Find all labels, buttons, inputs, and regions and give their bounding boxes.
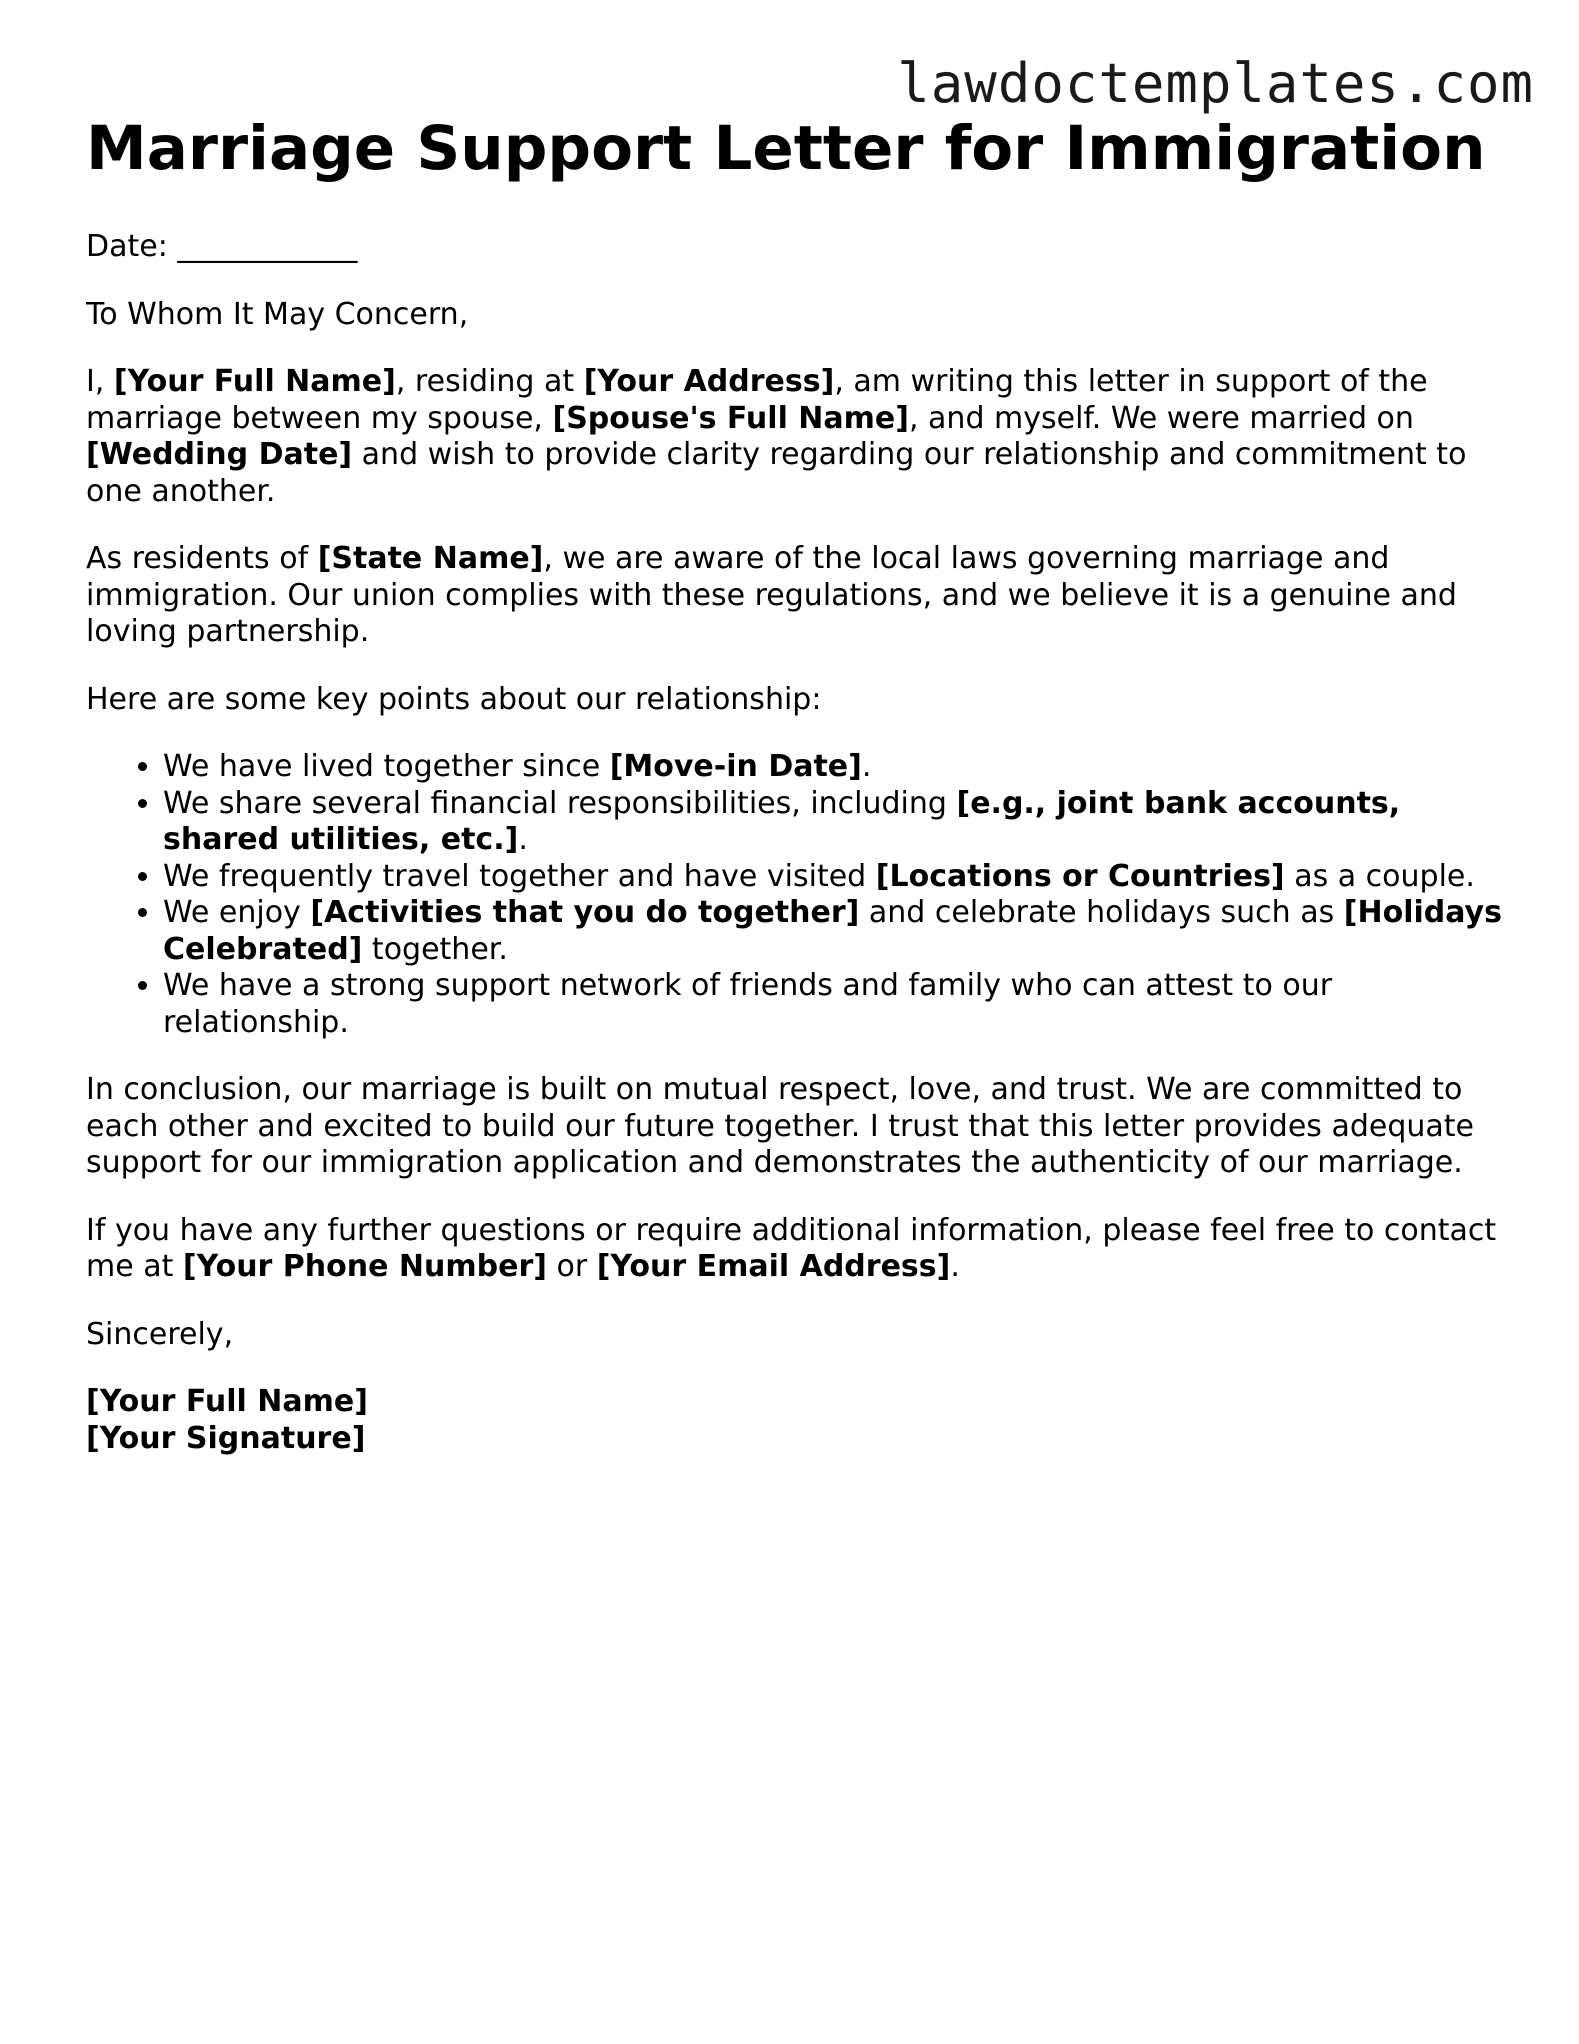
intro-paragraph: I, [Your Full Name], residing at [Your Address], am writing this letter in support of the marriage between my spouse, [Spouse's Full Name], and myself. We were married on [Wedding Date] and wish to provide clarity regarding our relationship and commitment to one another. [86, 364, 1467, 509]
placeholder-state-name: [State Name] [317, 541, 544, 576]
placeholder-email: [Your Email Address] [596, 1249, 951, 1284]
placeholder-full-name: [Your Full Name] [113, 364, 396, 399]
letter-body [86, 229, 1506, 1457]
list-item: • We have lived together since [Move-in Date]. [163, 749, 1506, 786]
salutation: To Whom It May Concern, [86, 296, 469, 332]
date-blank: ____________ [177, 229, 358, 264]
list-item: • We enjoy [Activities that you do together] and celebrate holidays such as [Holidays Celebrated] together. [163, 895, 1506, 968]
date-line [86, 229, 1506, 266]
key-points-list [86, 749, 1506, 1041]
page-title: Marriage Support Letter for Immigration [86, 113, 1486, 184]
list-item: • We share several financial responsibilities, including [e.g., joint bank accounts, shared utilities, etc.]. [163, 786, 1506, 859]
signature-line: [Your Signature] [86, 1420, 366, 1456]
placeholder-wedding-date: [Wedding Date] [86, 437, 353, 472]
letter-page [86, 112, 1506, 1457]
signature-name: [Your Full Name] [86, 1384, 368, 1419]
list-item: • We frequently travel together and have visited [Locations or Countries] as a couple. [163, 859, 1506, 896]
placeholder-address: [Your Address] [583, 364, 835, 399]
closing: Sincerely, [86, 1316, 234, 1352]
residency-paragraph: As residents of [State Name], we are aware of the local laws governing marriage and immigration. Our union complies with these regulations, and we believe it is a genuine and loving partnership. [86, 541, 1457, 649]
site-watermark: lawdoctemplates.com [897, 52, 1534, 115]
list-item: • We have a strong support network of friends and family who can attest to our relationship. [163, 968, 1506, 1041]
placeholder-spouse-name: [Spouse's Full Name] [552, 400, 909, 436]
placeholder-phone: [Your Phone Number] [182, 1249, 547, 1284]
signature-block [86, 1384, 1506, 1457]
list-intro: Here are some key points about our relationship: [86, 681, 822, 717]
date-label: Date: [86, 229, 168, 264]
conclusion-paragraph: In conclusion, our marriage is built on mutual respect, love, and trust. We are committed to each other and excited to build our future together. I trust that this letter provides adequate support for our immigration application and demonstrates the authenticity of our marriage. [86, 1072, 1474, 1180]
contact-paragraph: If you have any further questions or require additional information, please feel free to contact me at [Your Phone Number] or [Your Email Address]. [86, 1212, 1497, 1284]
